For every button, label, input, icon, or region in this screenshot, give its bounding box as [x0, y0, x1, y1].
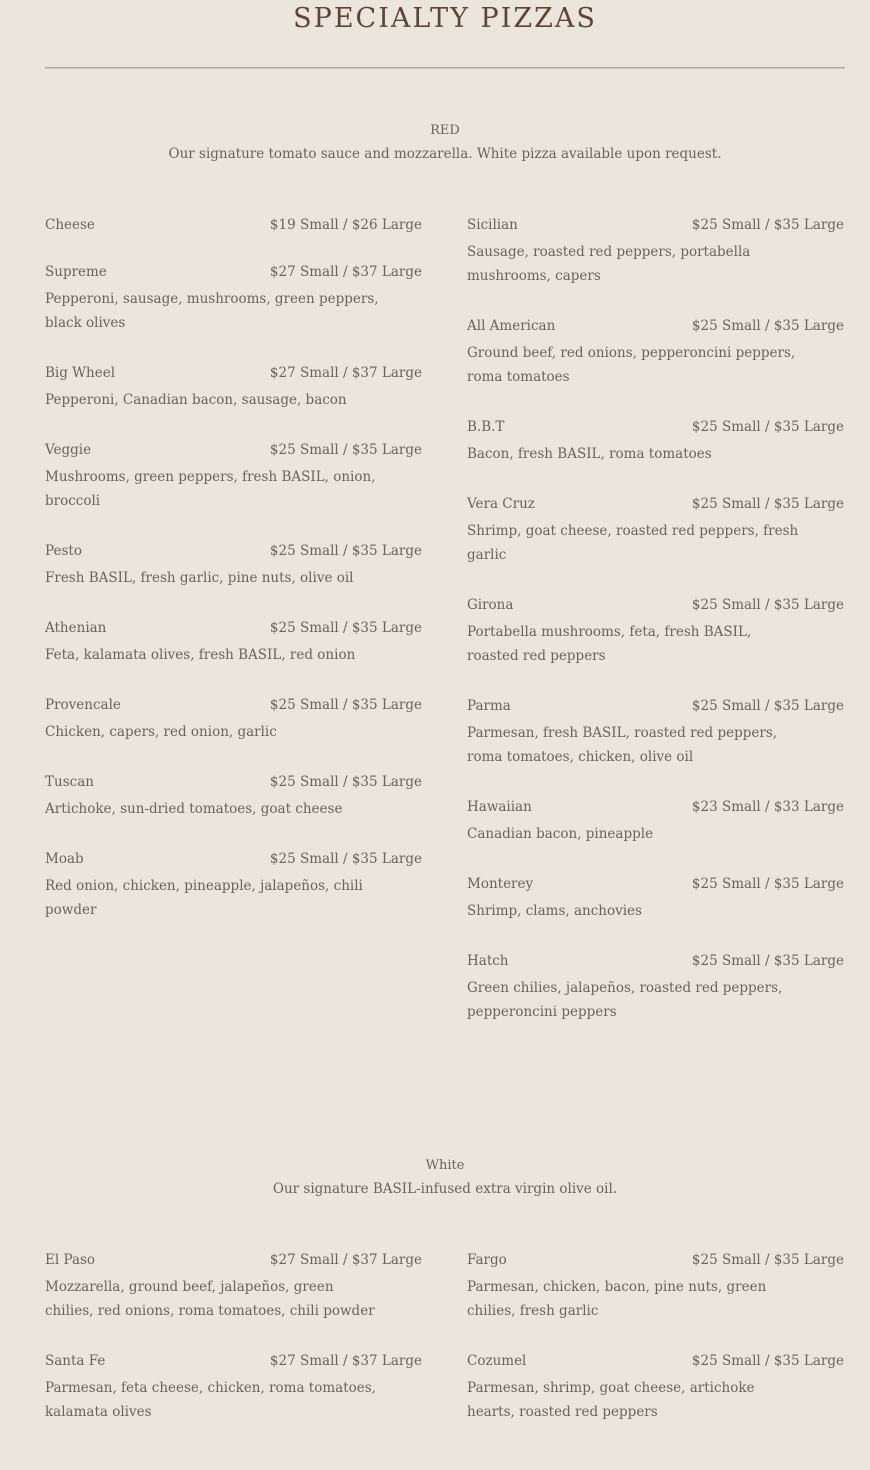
pizza-name: Girona — [467, 597, 514, 613]
menu-item-header — [467, 798, 844, 816]
menu-item-header — [467, 317, 844, 335]
menu-item-header — [467, 596, 844, 614]
menu-item-header — [45, 1352, 422, 1370]
menu-item-header — [45, 773, 422, 791]
pizza-description: Green chilies, jalapeños, roasted red peppers, pepperoncini peppers — [467, 980, 783, 1020]
pizza-description: Parmesan, fresh BASIL, roasted red peppers, roma tomatoes, chicken, olive oil — [467, 725, 778, 765]
menu-item-header — [467, 418, 844, 436]
menu-item — [467, 875, 844, 923]
red-section — [45, 123, 845, 1020]
menu-item — [45, 441, 422, 513]
pizza-description: Artichoke, sun-dried tomatoes, goat cheese — [45, 801, 343, 817]
menu-item-header — [467, 1352, 844, 1370]
menu-item — [467, 798, 844, 846]
pizza-price: $23 Small / $33 Large — [691, 799, 844, 815]
menu-item-header — [45, 364, 422, 382]
pizza-price: $19 Small / $26 Large — [269, 217, 422, 233]
menu-item-header — [45, 263, 422, 281]
pizza-description: Red onion, chicken, pineapple, jalapeños, chili powder — [45, 878, 363, 918]
section-description: Our signature BASIL-infused extra virgin olive oil. — [272, 1181, 618, 1197]
menu-column-left — [45, 216, 422, 951]
menu-item — [45, 773, 422, 821]
section-description: Our signature tomato sauce and mozzarella. White pizza available upon request. — [168, 146, 722, 162]
pizza-description: Shrimp, clams, anchovies — [467, 903, 642, 919]
pizza-description: Portabella mushrooms, feta, fresh BASIL, roasted red peppers — [467, 624, 752, 664]
menu-item — [45, 1251, 422, 1323]
menu-item — [467, 697, 844, 769]
pizza-price: $27 Small / $37 Large — [269, 1353, 422, 1369]
pizza-price: $27 Small / $37 Large — [269, 1252, 422, 1268]
pizza-name: El Paso — [45, 1252, 96, 1268]
menu-item-header — [467, 495, 844, 513]
pizza-price: $25 Small / $35 Large — [691, 1252, 844, 1268]
pizza-price: $25 Small / $35 Large — [691, 496, 844, 512]
menu-item — [45, 263, 422, 335]
white-section — [45, 1158, 845, 1420]
pizza-price: $27 Small / $37 Large — [269, 365, 422, 381]
pizza-name: Tuscan — [45, 774, 94, 790]
menu-item — [467, 418, 844, 466]
pizza-price: $25 Small / $35 Large — [269, 697, 422, 713]
pizza-description: Shrimp, goat cheese, roasted red peppers, fresh garlic — [467, 523, 799, 563]
pizza-name: Veggie — [45, 442, 92, 458]
pizza-name: Moab — [45, 851, 84, 867]
pizza-name: Santa Fe — [45, 1353, 106, 1369]
pizza-name: Hatch — [467, 953, 509, 969]
pizza-description: Parmesan, feta cheese, chicken, roma tomatoes, kalamata olives — [45, 1380, 376, 1420]
pizza-description: Fresh BASIL, fresh garlic, pine nuts, olive oil — [45, 570, 354, 586]
pizza-name: Fargo — [467, 1252, 507, 1268]
pizza-price: $25 Small / $35 Large — [691, 597, 844, 613]
menu-item — [45, 619, 422, 667]
pizza-description: Chicken, capers, red onion, garlic — [45, 724, 277, 740]
menu-item — [45, 364, 422, 412]
pizza-name: Supreme — [45, 264, 107, 280]
pizza-price: $27 Small / $37 Large — [269, 264, 422, 280]
section-name: White — [425, 1158, 465, 1173]
menu-item-header — [467, 952, 844, 970]
pizza-description: Pepperoni, sausage, mushrooms, green peppers, black olives — [45, 291, 379, 331]
menu-item-header — [467, 875, 844, 893]
menu-item-header — [467, 216, 844, 234]
pizza-name: Monterey — [467, 876, 534, 892]
menu-item-header — [45, 441, 422, 459]
pizza-price: $25 Small / $35 Large — [691, 1353, 844, 1369]
pizza-description: Bacon, fresh BASIL, roma tomatoes — [467, 446, 712, 462]
menu-item — [467, 495, 844, 567]
pizza-price: $25 Small / $35 Large — [269, 774, 422, 790]
pizza-price: $25 Small / $35 Large — [269, 620, 422, 636]
section-name: RED — [430, 123, 460, 138]
menu-item — [467, 1251, 844, 1323]
pizza-description: Ground beef, red onions, pepperoncini peppers, roma tomatoes — [467, 345, 796, 385]
menu-item — [467, 317, 844, 389]
pizza-name: Hawaiian — [467, 799, 532, 815]
menu-item-header — [45, 1251, 422, 1269]
pizza-description: Canadian bacon, pineapple — [467, 826, 654, 842]
menu-item — [45, 1352, 422, 1424]
menu-item-header — [45, 619, 422, 637]
menu-item — [467, 1352, 844, 1424]
pizza-price: $25 Small / $35 Large — [691, 217, 844, 233]
pizza-price: $25 Small / $35 Large — [269, 851, 422, 867]
pizza-name: Big Wheel — [45, 365, 116, 381]
menu-item — [467, 952, 844, 1024]
pizza-description: Mushrooms, green peppers, fresh BASIL, onion, broccoli — [45, 469, 376, 509]
title-divider — [45, 67, 845, 69]
menu-item — [45, 216, 422, 234]
menu-column-right — [467, 1251, 844, 1453]
menu-item — [467, 216, 844, 288]
pizza-description: Feta, kalamata olives, fresh BASIL, red onion — [45, 647, 356, 663]
menu-item-header — [467, 697, 844, 715]
pizza-price: $25 Small / $35 Large — [691, 876, 844, 892]
pizza-name: Sicilian — [467, 217, 518, 233]
pizza-name: Athenian — [45, 620, 107, 636]
menu-item — [45, 696, 422, 744]
pizza-name: Parma — [467, 698, 511, 714]
menu-item-header — [45, 216, 422, 234]
menu-item-header — [45, 696, 422, 714]
page-title: SPECIALTY PIZZAS — [293, 3, 597, 34]
menu-item — [45, 850, 422, 922]
menu-item — [45, 542, 422, 590]
pizza-price: $25 Small / $35 Large — [691, 318, 844, 334]
menu-item — [467, 596, 844, 668]
pizza-price: $25 Small / $35 Large — [269, 442, 422, 458]
pizza-description: Parmesan, chicken, bacon, pine nuts, green chilies, fresh garlic — [467, 1279, 767, 1319]
menu-item-header — [467, 1251, 844, 1269]
pizza-name: B.B.T — [467, 419, 505, 435]
pizza-price: $25 Small / $35 Large — [269, 543, 422, 559]
pizza-price: $25 Small / $35 Large — [691, 953, 844, 969]
pizza-description: Parmesan, shrimp, goat cheese, artichoke hearts, roasted red peppers — [467, 1380, 755, 1420]
pizza-name: Vera Cruz — [467, 496, 535, 512]
pizza-name: Pesto — [45, 543, 82, 559]
menu-column-left — [45, 1251, 422, 1453]
pizza-description: Sausage, roasted red peppers, portabella mushrooms, capers — [467, 244, 751, 284]
pizza-name: All American — [467, 318, 556, 334]
menu-item-header — [45, 542, 422, 560]
menu-column-right — [467, 216, 844, 1053]
pizza-description: Pepperoni, Canadian bacon, sausage, bacon — [45, 392, 347, 408]
pizza-description: Mozzarella, ground beef, jalapeños, green chilies, red onions, roma tomatoes, chili powder — [45, 1279, 375, 1319]
pizza-price: $25 Small / $35 Large — [691, 698, 844, 714]
pizza-price: $25 Small / $35 Large — [691, 419, 844, 435]
pizza-name: Cozumel — [467, 1353, 527, 1369]
pizza-name: Provencale — [45, 697, 121, 713]
pizza-name: Cheese — [45, 217, 95, 233]
menu-item-header — [45, 850, 422, 868]
